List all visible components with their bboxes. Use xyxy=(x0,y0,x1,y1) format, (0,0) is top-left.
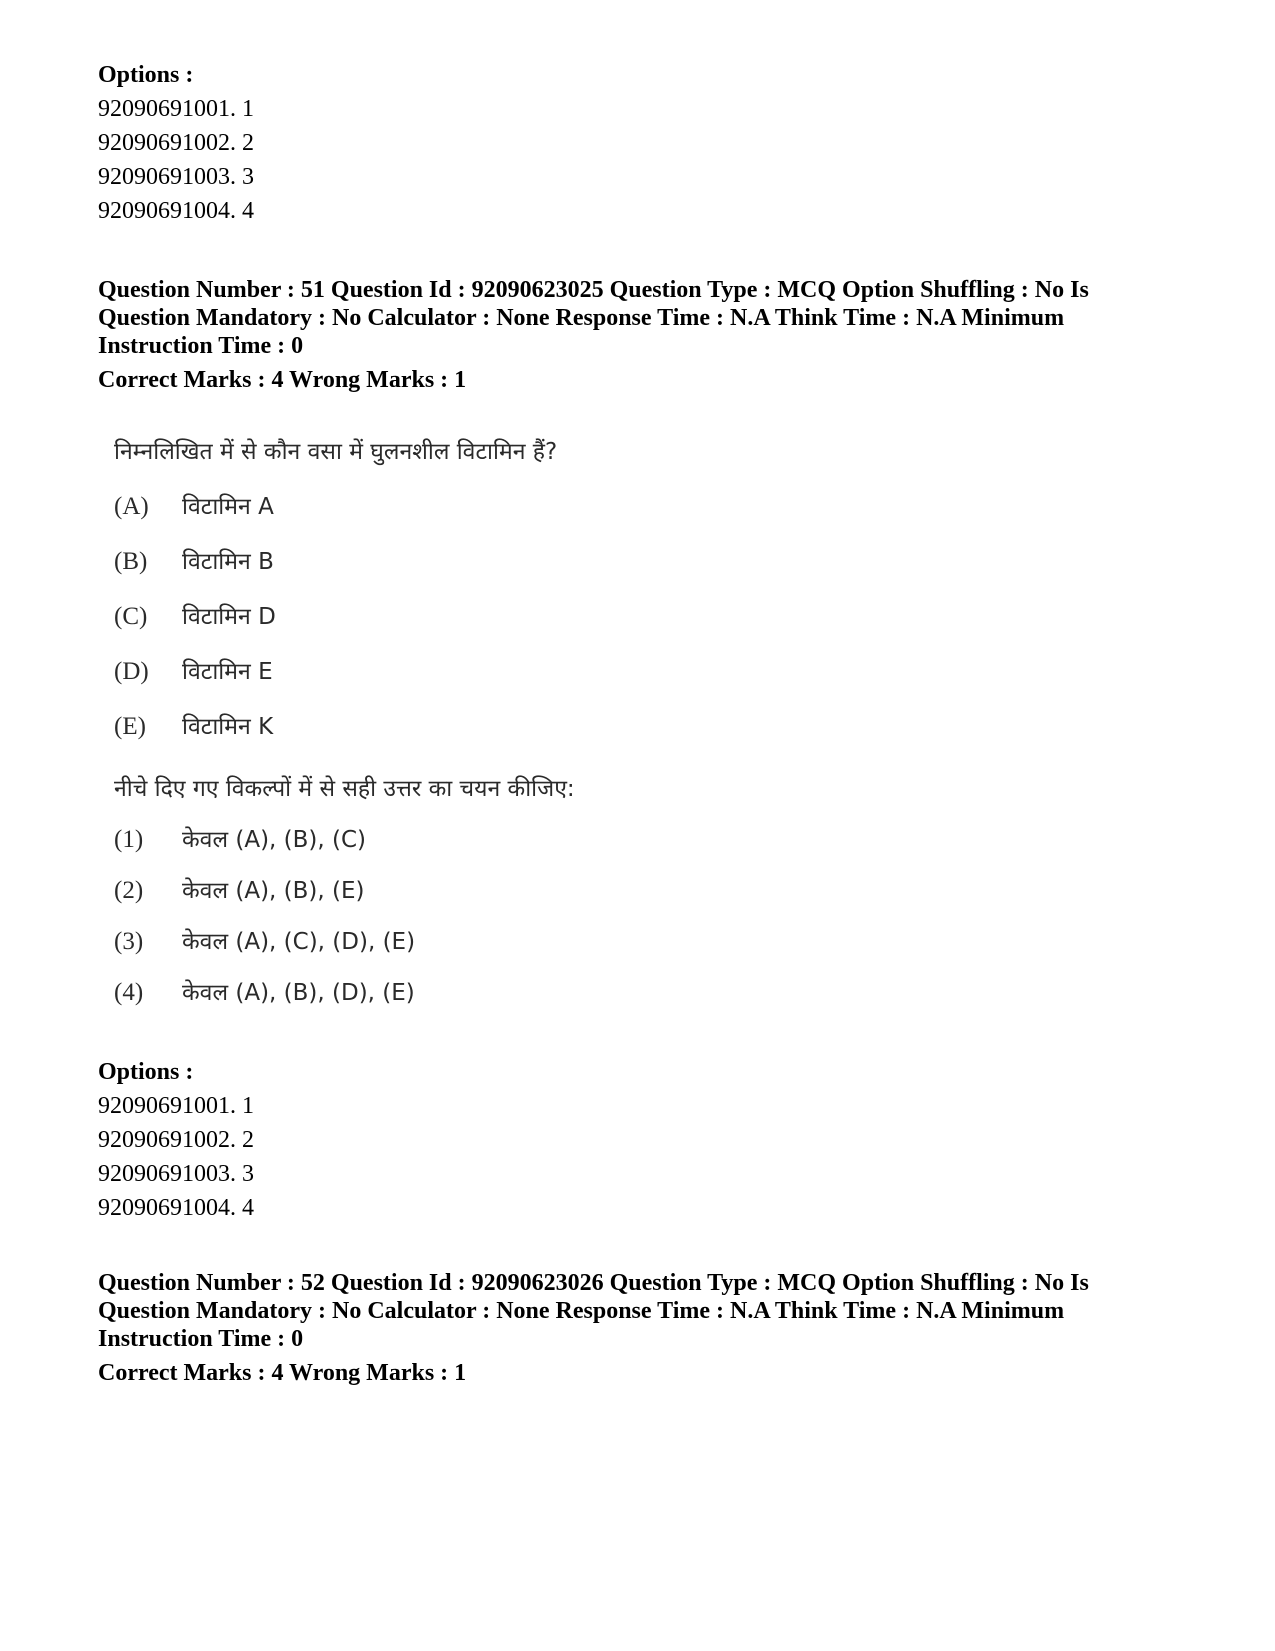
answer-choice-2 xyxy=(114,873,1198,905)
statement-text: विटामिन A xyxy=(182,494,274,520)
question-51-text: निम्नलिखित में से कौन वसा में घुलनशील विटामिन हैं? xyxy=(114,439,558,465)
statement-c xyxy=(114,599,1198,631)
question-51-header-line-3: Instruction Time : 0 xyxy=(98,333,304,359)
answer-label: (3) xyxy=(114,928,144,955)
options-block-q51 xyxy=(98,1055,1198,1225)
option-line: 92090691003. 3 xyxy=(98,1161,254,1187)
question-51-instruction: नीचे दिए गए विकल्पों में से सही उत्तर का चयन कीजिए: xyxy=(114,776,575,802)
statement-label: (B) xyxy=(114,548,148,575)
question-52-marks: Correct Marks : 4 Wrong Marks : 1 xyxy=(98,1360,467,1386)
statement-label: (C) xyxy=(114,603,148,630)
question-52-header xyxy=(98,1269,1148,1387)
answer-text: केवल (A), (C), (D), (E) xyxy=(182,929,416,955)
question-51-marks: Correct Marks : 4 Wrong Marks : 1 xyxy=(98,367,467,393)
question-52-header-line-1: Question Number : 52 Question Id : 92090623026 Question Type : MCQ Option Shuffling : No Is xyxy=(98,1270,1089,1296)
statement-text: विटामिन D xyxy=(182,604,276,630)
option-line: 92090691004. 4 xyxy=(98,1195,254,1221)
option-line: 92090691001. 1 xyxy=(98,96,254,122)
question-51-header-line-1: Question Number : 51 Question Id : 92090623025 Question Type : MCQ Option Shuffling : No Is xyxy=(98,277,1089,303)
answer-label: (4) xyxy=(114,979,144,1006)
statement-text: विटामिन B xyxy=(182,549,274,575)
options-title: Options : xyxy=(98,1059,194,1085)
option-line: 92090691004. 4 xyxy=(98,198,254,224)
statement-label: (E) xyxy=(114,713,146,740)
statement-label: (A) xyxy=(114,493,149,520)
answer-choice-1 xyxy=(114,822,1198,854)
option-line: 92090691001. 1 xyxy=(98,1093,254,1119)
statement-label: (D) xyxy=(114,658,149,685)
answer-label: (2) xyxy=(114,877,144,904)
option-line: 92090691003. 3 xyxy=(98,164,254,190)
answer-text: केवल (A), (B), (E) xyxy=(182,878,365,904)
answer-choice-3 xyxy=(114,924,1198,956)
statement-d xyxy=(114,654,1198,686)
answer-choice-4 xyxy=(114,975,1198,1007)
options-block-previous xyxy=(98,58,1198,228)
statement-text: विटामिन K xyxy=(182,714,274,740)
question-52-header-line-3: Instruction Time : 0 xyxy=(98,1326,304,1352)
answer-text: केवल (A), (B), (D), (E) xyxy=(182,980,415,1006)
option-line: 92090691002. 2 xyxy=(98,130,254,156)
answer-label: (1) xyxy=(114,826,144,853)
question-51-header xyxy=(98,276,1148,394)
statement-b xyxy=(114,544,1198,576)
question-51-body xyxy=(114,434,1198,1007)
question-51-header-line-2: Question Mandatory : No Calculator : None Response Time : N.A Think Time : N.A Minimum xyxy=(98,305,1065,331)
statement-e xyxy=(114,709,1198,741)
option-line: 92090691002. 2 xyxy=(98,1127,254,1153)
document-page xyxy=(98,58,1198,1387)
answer-text: केवल (A), (B), (C) xyxy=(182,827,367,853)
statement-a xyxy=(114,489,1198,521)
question-52-header-line-2: Question Mandatory : No Calculator : None Response Time : N.A Think Time : N.A Minimum xyxy=(98,1298,1065,1324)
statement-text: विटामिन E xyxy=(182,659,273,685)
options-title: Options : xyxy=(98,62,194,88)
